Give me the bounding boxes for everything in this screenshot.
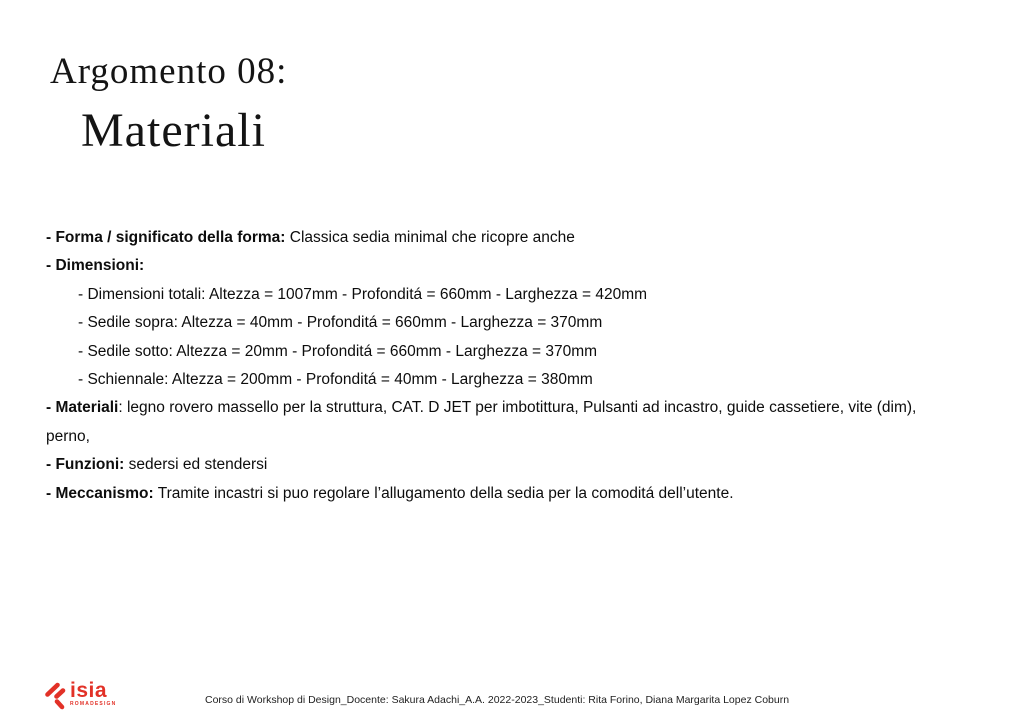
isia-logo-subtext: ROMADESIGN	[70, 701, 117, 707]
isia-logo	[44, 679, 117, 710]
paragraph-text: sedersi ed stendersi	[124, 456, 268, 474]
body-paragraph	[46, 480, 951, 508]
paragraph-label: - Meccanismo:	[46, 484, 154, 502]
body-paragraph	[46, 451, 951, 479]
footer-credits: Corso di Workshop di Design_Docente: Sakura Adachi_A.A. 2022-2023_Studenti: Rita Forino, Diana Margarita Lopez Coburn	[205, 694, 790, 706]
paragraph-text: : legno rovero massello per la struttura, CAT. D JET per imbotittura, Pulsanti ad incastro, guide cassetiere, vite (dim), perno,	[46, 399, 917, 445]
paragraph-text: - Dimensioni totali: Altezza = 1007mm - Profonditá = 660mm - Larghezza = 420mm	[78, 285, 648, 303]
body-paragraph	[46, 366, 951, 394]
slide-pretitle: Argomento 08:	[50, 51, 288, 92]
paragraph-label: - Dimensioni:	[46, 257, 145, 275]
body-paragraph	[46, 394, 951, 451]
paragraph-text: - Sedile sopra: Altezza = 40mm - Profonditá = 660mm - Larghezza = 370mm	[78, 314, 603, 332]
paragraph-label: - Forma / significato della forma:	[46, 229, 286, 246]
isia-logo-mark-icon	[44, 682, 66, 710]
body-paragraph	[46, 338, 951, 366]
paragraph-label: - Materiali	[46, 399, 119, 417]
body-paragraph	[46, 252, 951, 280]
paragraph-text: - Sedile sotto: Altezza = 20mm - Profonditá = 660mm - Larghezza = 370mm	[78, 342, 598, 360]
body-paragraph	[46, 281, 951, 309]
isia-logo-word: isia	[70, 679, 108, 702]
slide-footer	[0, 678, 1024, 724]
body-paragraph	[46, 309, 951, 337]
body-paragraph	[46, 224, 951, 252]
page-title: Materiali	[81, 104, 266, 157]
body-text	[46, 224, 951, 508]
paragraph-text: - Schiennale: Altezza = 200mm - Profonditá = 40mm - Larghezza = 380mm	[78, 371, 593, 389]
paragraph-label: - Funzioni:	[46, 456, 125, 474]
paragraph-text: Classica sedia minimal che ricopre anche	[285, 229, 575, 246]
paragraph-text: Tramite incastri si puo regolare l’allugamento della sedia per la comoditá dell’utente.	[153, 484, 734, 502]
